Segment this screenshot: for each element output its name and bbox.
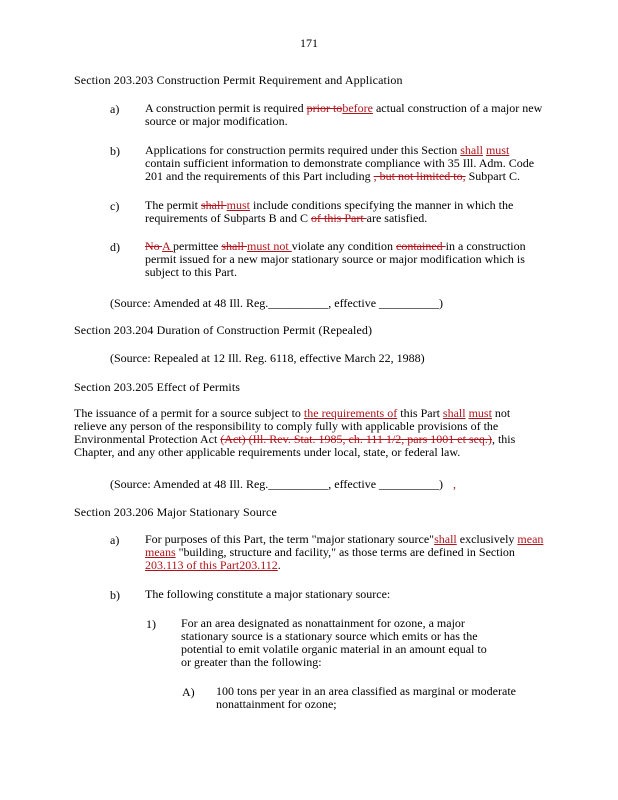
paragraph-203-c: The permit shall must include conditions specifying the manner in which the requirements of Subparts B and C of this Part are satisfied. (145, 198, 514, 225)
item-label-b: b) (110, 144, 120, 158)
section-heading-203-203: Section 203.203 Construction Permit Requirement and Application (74, 73, 403, 87)
paragraph-203-a: A construction permit is required prior tobefore actual construction of a major new source or major modification. (145, 101, 543, 128)
paragraph-206-b-1: For an area designated as nonattainment for ozone, a major stationary source is a stationary source which emits or has the potential to emit volatile organic material in an amount equal to or greater than the following: (181, 616, 487, 669)
item-label-d: d) (110, 240, 120, 254)
page-number: 171 (300, 36, 318, 50)
item-label-206-a: a) (110, 533, 120, 547)
paragraph-206-a: For purposes of this Part, the term "major stationary source"shall exclusively mean means "building, structure and facility," as those terms are defined in Section 203.113 of this Part203.112. (145, 532, 544, 572)
section-heading-203-204: Section 203.204 Duration of Construction Permit (Repealed) (74, 323, 373, 337)
source-note-203-203: (Source: Amended at 48 Ill. Reg.__________, effective __________) (110, 296, 444, 310)
item-label-206-b-1-A: A) (182, 685, 195, 699)
section-heading-203-206: Section 203.206 Major Stationary Source (74, 505, 277, 519)
paragraph-203-b: Applications for construction permits required under this Section shall must contain sufficient information to demonstrate compliance with 35 Ill. Adm. Code 201 and the requirements of this Part including , but not limited to, Subpart C. (145, 143, 535, 183)
item-label-a: a) (110, 102, 120, 116)
paragraph-203-205: The issuance of a permit for a source subject to the requirements of this Part shall must not relieve any person of the responsibility to comply fully with applicable provisions of the Environmental Protection Act (Act) (Ill. Rev. Stat. 1985, ch. 111 1/2, pars 1001 et seq.), this Chapter, and any other applicable requirements under local, state, or federal law. (74, 406, 516, 459)
paragraph-206-b-1-A: 100 tons per year in an area classified as marginal or moderate nonattainment for ozone; (216, 684, 516, 711)
source-note-203-205: (Source: Amended at 48 Ill. Reg.__________, effective __________) , (110, 477, 457, 491)
item-label-c: c) (110, 199, 120, 213)
item-label-206-b: b) (110, 588, 120, 602)
paragraph-206-b: The following constitute a major stationary source: (145, 587, 391, 601)
item-label-206-b-1: 1) (146, 617, 156, 631)
source-note-203-204: (Source: Repealed at 12 Ill. Reg. 6118, effective March 22, 1988) (110, 351, 425, 365)
section-heading-203-205: Section 203.205 Effect of Permits (74, 380, 241, 394)
paragraph-203-d: No A permittee shall must not violate any condition contained in a construction permit issued for a new major stationary source or major modification which is subject to this Part. (145, 239, 526, 279)
